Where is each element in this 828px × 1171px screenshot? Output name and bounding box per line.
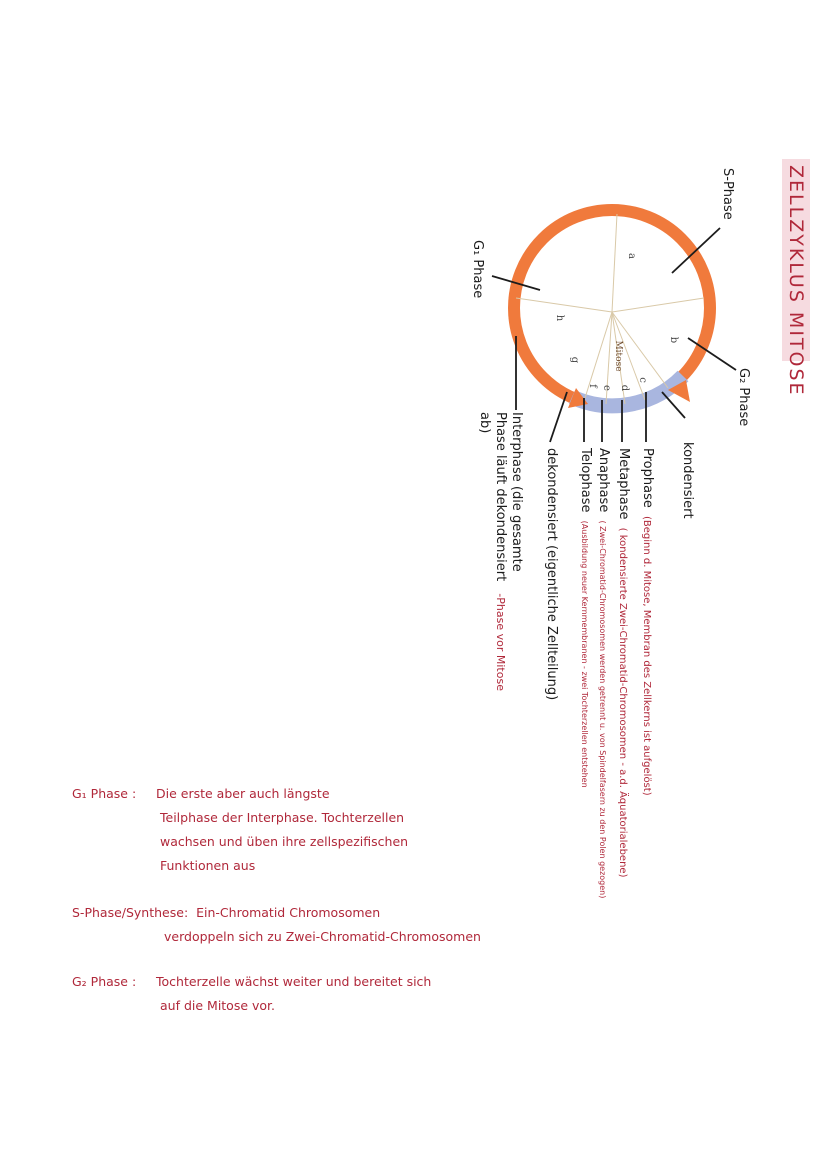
segment-letter-b: b <box>668 336 679 344</box>
g1-phase-label: G₁ Phase <box>470 240 485 299</box>
segment-letter-h: h <box>554 314 565 322</box>
note-g1-term: G₁ Phase : <box>72 786 137 801</box>
segment-letter-e: e <box>601 385 612 391</box>
segment-letter-f: f <box>587 384 598 388</box>
divider-h <box>516 298 612 312</box>
note-s-term: S-Phase/Synthese: <box>72 905 189 920</box>
page-title <box>782 159 810 397</box>
note-g2-line2: auf die Mitose vor. <box>160 998 276 1013</box>
segment-letter-g: g <box>569 356 580 364</box>
callout-interphase-line3: ab) <box>477 412 492 434</box>
callout-anaphase: Anaphase ( Zwei-Chromatid-Chromosomen werden getrennt u. von Spindelfasern zu den Polen gezogen) <box>596 448 611 899</box>
note-s-line2: verdoppeln sich zu Zwei-Chromatid-Chromosomen <box>164 929 481 944</box>
note-g1-line1: Die erste aber auch längste <box>156 786 330 801</box>
note-g1-line4: Funktionen aus <box>160 858 256 873</box>
callout-dekondensiert: dekondensiert (eigentliche Zellteilung) <box>544 448 559 701</box>
note-g2-term: G₂ Phase : <box>72 974 137 989</box>
callout-interphase-line2: Phase läuft dekondensiert -Phase vor Mitose <box>493 412 508 691</box>
callout-metaphase: Metaphase ( kondensierte Zwei-Chromatid-Chromosomen - a.d. Äquatorialebene) <box>616 448 631 878</box>
note-s-line1: Ein-Chromatid Chromosomen <box>196 905 381 920</box>
title-text: ZELLZYKLUS MITOSE <box>785 165 807 397</box>
divider-a <box>612 214 617 312</box>
leader-dekondensiert <box>550 392 567 442</box>
s-phase-label: S-Phase <box>720 168 735 220</box>
g2-phase-label: G₂ Phase <box>736 368 751 427</box>
callout-interphase-line1: Interphase (die gesamte <box>509 412 524 572</box>
note-s-phase <box>72 901 481 949</box>
note-g1-line3: wachsen und üben ihre zellspezifischen <box>160 834 409 849</box>
mitosis-label: Mitose <box>613 340 623 372</box>
divider-b <box>612 298 704 312</box>
callout-prophase: Prophase (Beginn d. Mitose, Membran des Zellkerns ist aufgelöst) <box>640 448 655 796</box>
callout-kondensiert: kondensiert <box>680 442 695 519</box>
segment-letter-d: d <box>619 384 630 392</box>
callout-telophase: Telophase (Ausbildung neuer Kernmembranen - zwei Tochterzellen entstehen <box>578 448 593 788</box>
note-g1-phase <box>72 782 408 878</box>
segment-letter-c: c <box>637 377 648 383</box>
note-g1-line2: Teilphase der Interphase. Tochterzellen <box>160 810 405 825</box>
segment-letter-a: a <box>626 253 637 259</box>
note-g2-line1: Tochterzelle wächst weiter und bereitet sich <box>156 974 432 989</box>
note-g2-phase <box>72 970 431 1018</box>
